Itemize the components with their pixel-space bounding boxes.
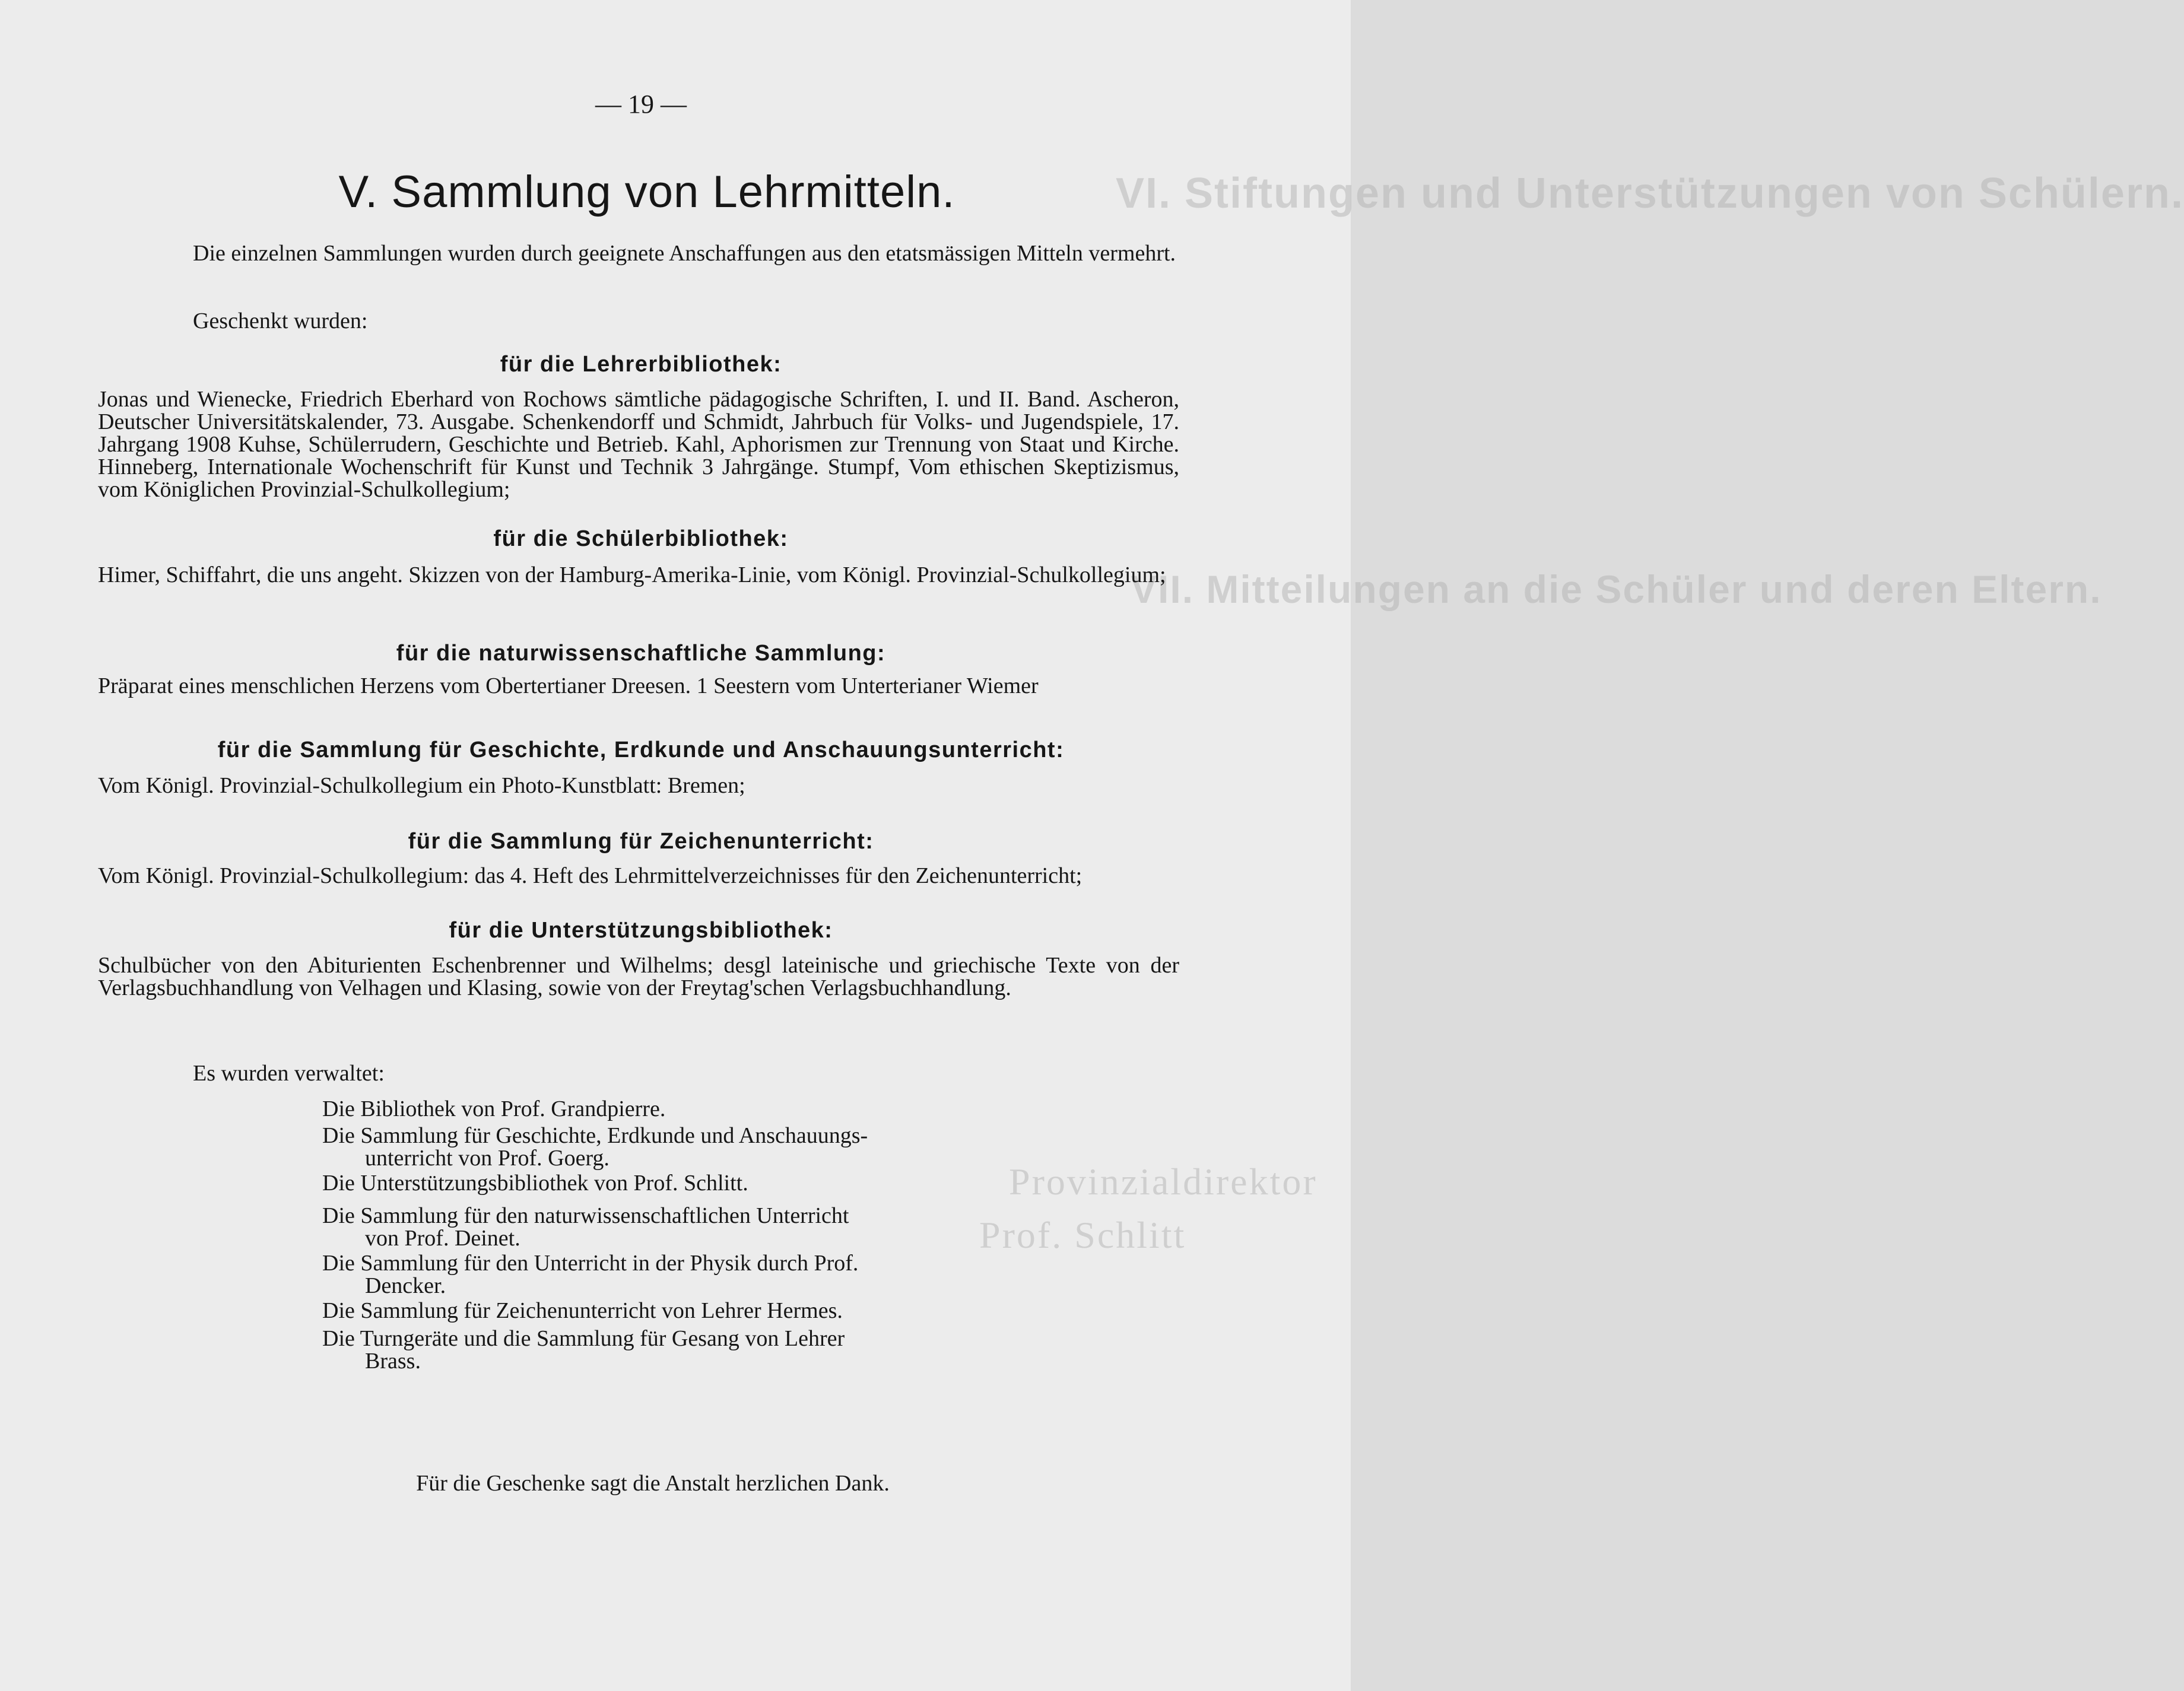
verwaltet-item-line2: Dencker.: [365, 1273, 446, 1298]
geschenkt-label: Geschenkt wurden:: [193, 309, 368, 333]
closing-thanks: Für die Geschenke sagt die Anstalt herzlichen Dank.: [416, 1471, 890, 1496]
verwaltet-item-line1: Die Sammlung für Geschichte, Erdkunde und Anschauungs-: [322, 1123, 868, 1148]
heading-geschichte: für die Sammlung für Geschichte, Erdkunde und Anschauungsunterricht:: [217, 738, 1065, 762]
heading-schuelerbibliothek: für die Schülerbibliothek:: [493, 526, 789, 551]
verwaltet-item-line1: Die Bibliothek von Prof. Grandpierre.: [322, 1096, 666, 1121]
verwaltet-item: [322, 1172, 960, 1194]
heading-zeichen: für die Sammlung für Zeichenunterricht:: [408, 829, 874, 854]
verwaltet-item: [322, 1327, 960, 1372]
verwaltet-item-line1: Die Sammlung für den naturwissenschaftlichen Unterricht: [322, 1203, 849, 1228]
heading-naturwissenschaft: für die naturwissenschaftliche Sammlung:: [396, 641, 886, 666]
verwaltet-item-line2: Brass.: [365, 1349, 421, 1374]
verwaltet-label: Es wurden verwaltet:: [193, 1061, 385, 1086]
bleed-through-stamp-line1: Provinzialdirektor: [1009, 1161, 1318, 1203]
verwaltet-item: [322, 1299, 960, 1322]
verwaltet-item-line1: Die Unterstützungsbibliothek von Prof. Schlitt.: [322, 1171, 748, 1196]
text-lehrerbibliothek: Jonas und Wienecke, Friedrich Eberhard von Rochows sämtliche pädagogische Schriften, I. und II. Band. Ascheron, Deutscher Universitätskalender, 73. Ausgabe. Schenkendorff und Schmidt, Jahrbuch für Volks- und Jugendspiele, 17. Jahrgang 1908 Kuhse, Schülerrudern, Geschichte und Betrieb. Kahl, Aphorismen zur Trennung von Staat und Kirche. Hinneberg, Internationale Wochenschrift für Kunst und Technik 3 Jahrgänge. Stumpf, Vom ethischen Skeptizismus, vom Königlichen Provinzial-Schulkollegium;: [98, 387, 1179, 502]
text-naturwissenschaft: Präparat eines menschlichen Herzens vom Obertertianer Dreesen. 1 Seestern vom Unterterianer Wiemer: [98, 673, 1039, 698]
bleed-through-heading-vii: VII. Mitteilungen an die Schüler und deren Eltern.: [1131, 567, 2102, 611]
text-geschichte: Vom Königl. Provinzial-Schulkollegium ein Photo-Kunstblatt: Bremen;: [98, 773, 745, 798]
heading-unterstuetzung: für die Unterstützungsbibliothek:: [449, 918, 833, 943]
verwaltet-item-line2: von Prof. Deinet.: [365, 1226, 520, 1251]
page-title: V. Sammlung von Lehrmitteln.: [338, 167, 956, 217]
verwaltet-item: [322, 1204, 960, 1250]
text-zeichen: Vom Königl. Provinzial-Schulkollegium: das 4. Heft des Lehrmittelverzeichnisses für den Zeichenunterricht;: [98, 863, 1083, 888]
verwaltet-item: [322, 1098, 960, 1120]
verwaltet-item-line1: Die Turngeräte und die Sammlung für Gesang von Lehrer: [322, 1326, 845, 1351]
text-unterstuetzung: Schulbücher von den Abiturienten Eschenbrenner und Wilhelms; desgl lateinische und griechische Texte von der Verlagsbuchhandlung von Velhagen und Klasing, sowie von der Freytag'schen Verlagsbuchhandlung.: [98, 953, 1179, 1000]
bleed-through-heading-vi: VI. Stiftungen und Unterstützungen von Schülern.: [1116, 170, 2184, 217]
text-schuelerbibliothek: Himer, Schiffahrt, die uns angeht. Skizzen von der Hamburg-Amerika-Linie, vom Königl. Provinzial-Schulkollegium;: [98, 562, 1166, 587]
verwaltet-item: [322, 1252, 960, 1297]
verwaltet-item-line2: unterricht von Prof. Goerg.: [365, 1146, 610, 1171]
bleed-through-stamp-line2: Prof. Schlitt: [979, 1214, 1186, 1256]
page-number: — 19 —: [595, 90, 687, 119]
verwaltet-item-line1: Die Sammlung für den Unterricht in der Physik durch Prof.: [322, 1251, 859, 1276]
verwaltet-item-line1: Die Sammlung für Zeichenunterricht von Lehrer Hermes.: [322, 1298, 843, 1323]
heading-lehrerbibliothek: für die Lehrerbibliothek:: [500, 352, 782, 377]
verwaltet-item: [322, 1124, 960, 1169]
intro-paragraph: Die einzelnen Sammlungen wurden durch geeignete Anschaffungen aus den etatsmässigen Mitteln vermehrt.: [193, 241, 1176, 266]
